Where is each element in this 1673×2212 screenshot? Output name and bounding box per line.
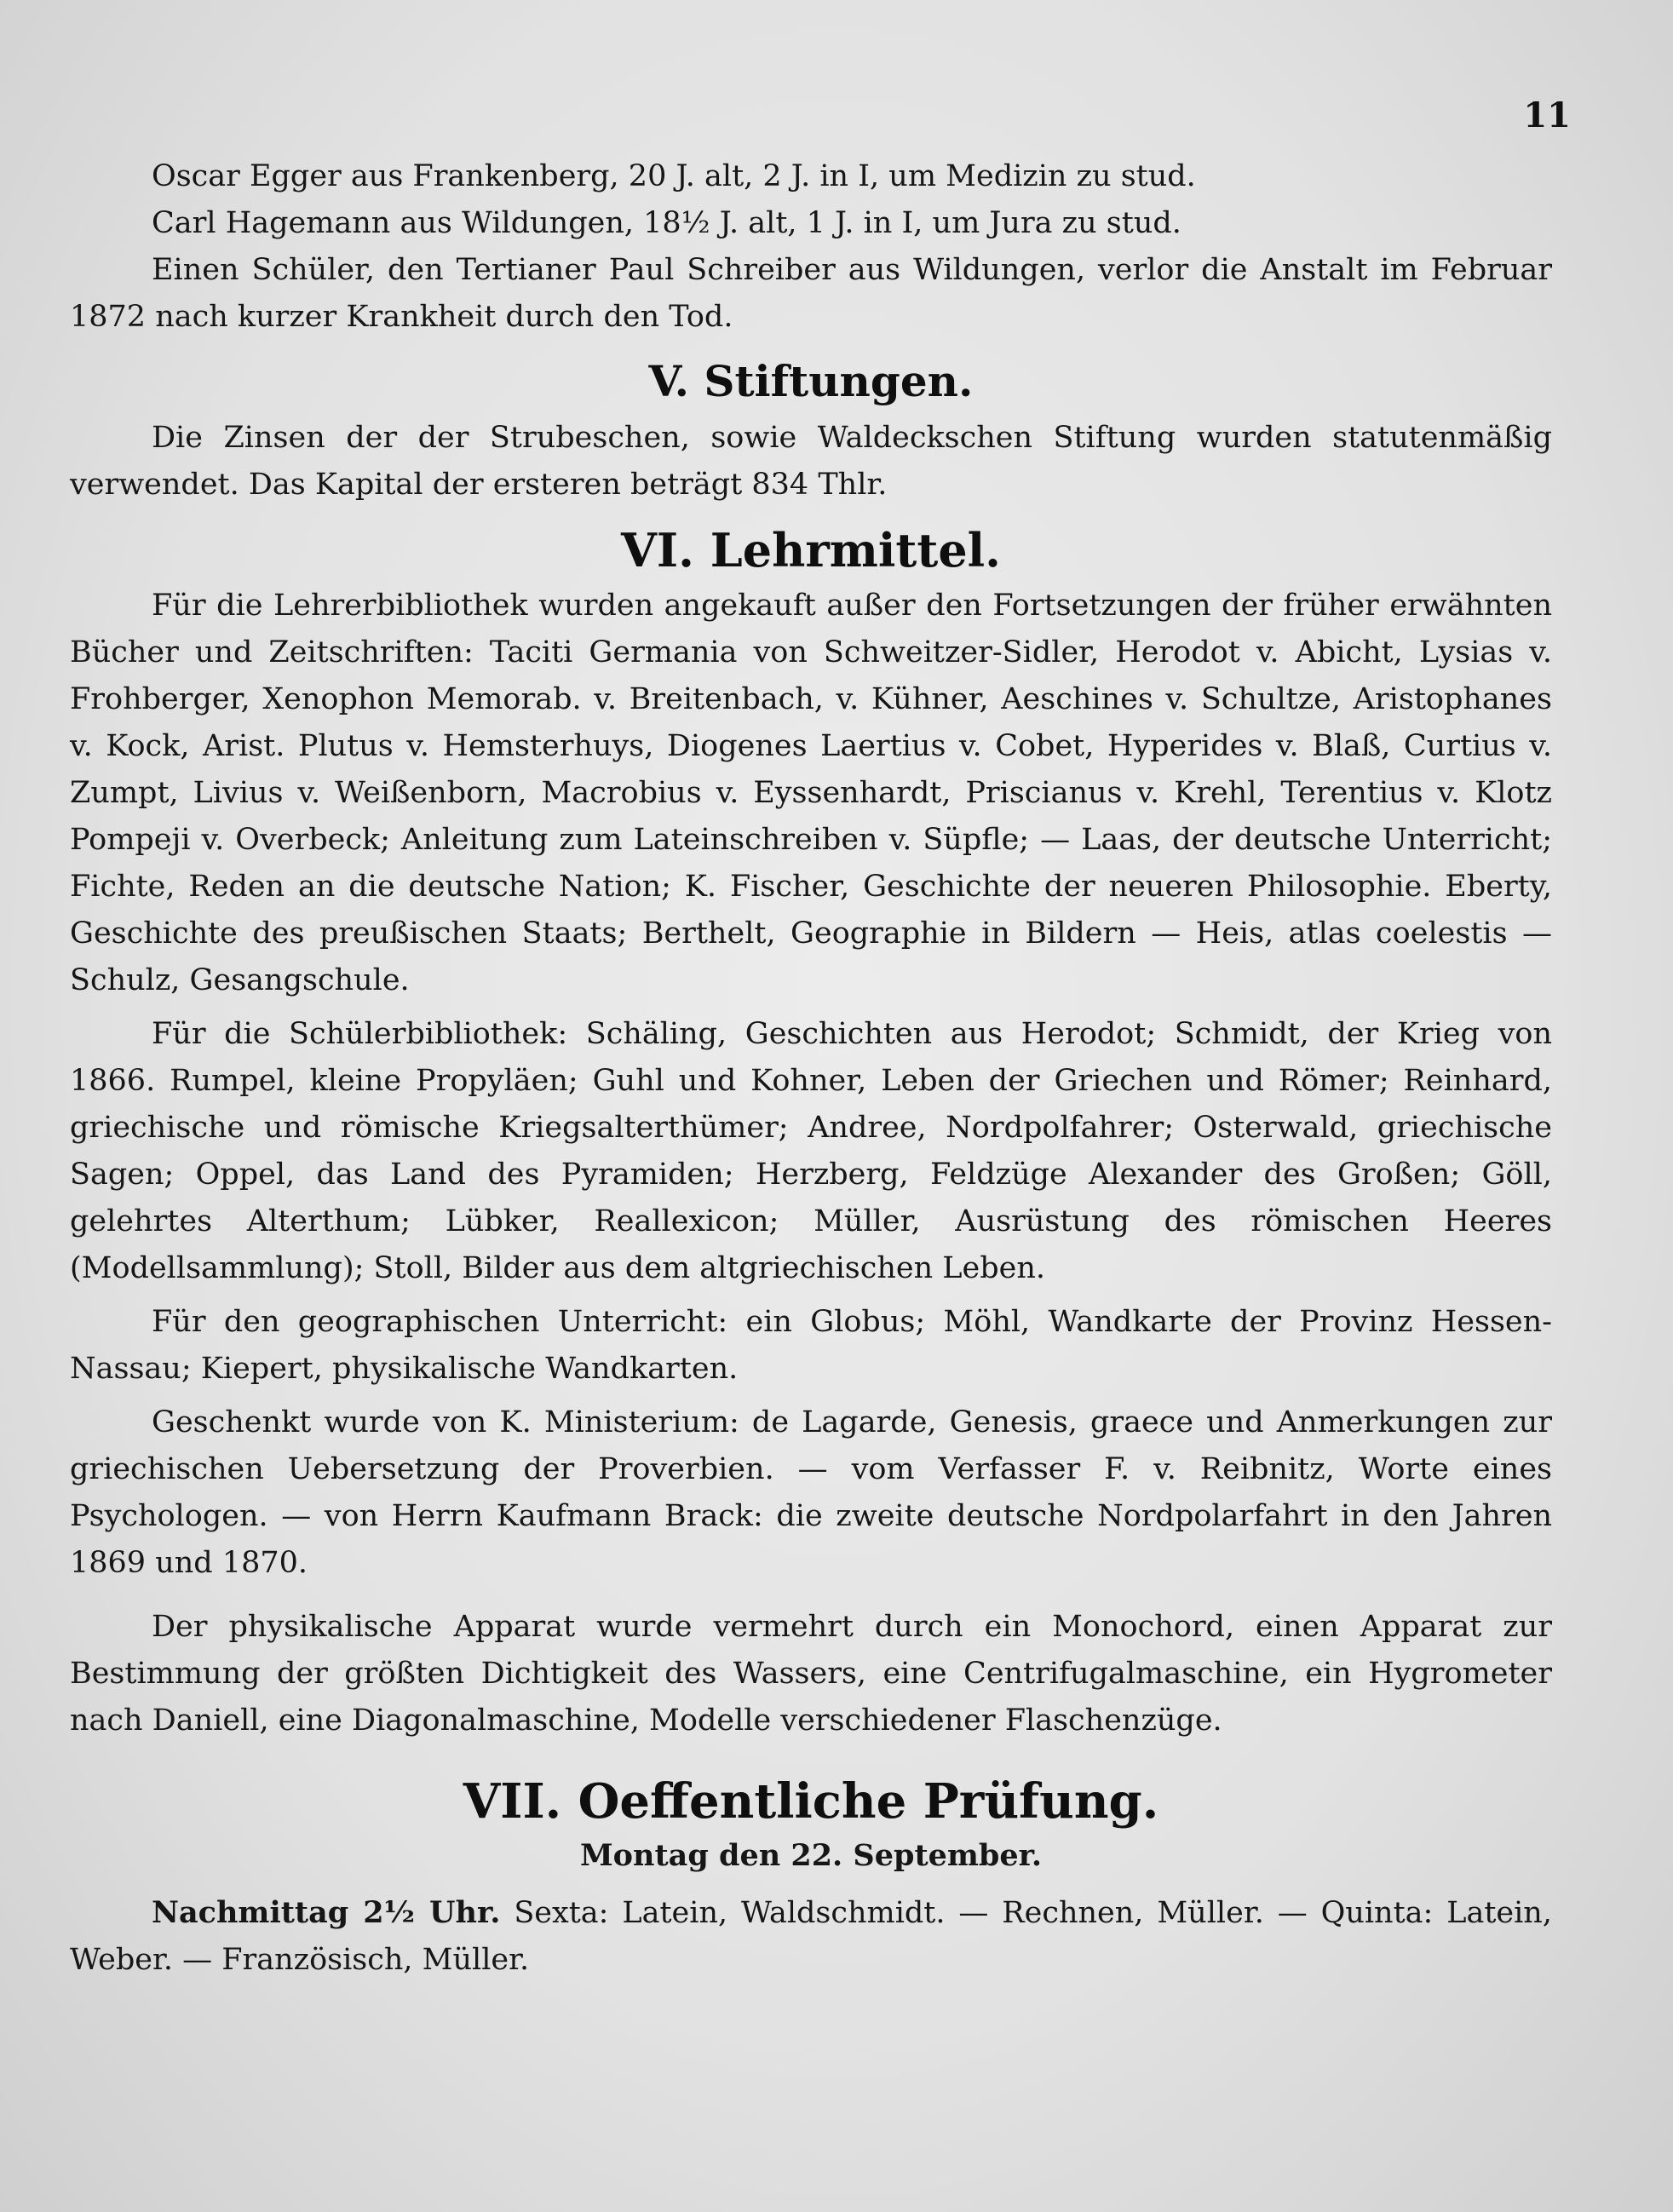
schedule-lead: Nachmittag 2½ Uhr. [152, 1895, 501, 1930]
page-number: 11 [1523, 95, 1571, 135]
exam-date: Montag den 22. September. [579, 1838, 1043, 1873]
teacher-library-paragraph: Für die Lehrerbibliothek wurden angekauft außer den Fortsetzungen der früher erwähnten Bücher und Zeitschriften: Taciti Germania von Schweitzer-Sidler, Herodot v. Abicht, Lysias v. Frohberger, Xenophon Memorab. v. Breitenbach, v. Kühner, Aeschines v. Schultze, Aristophanes v. Kock, Arist. Plutus v. Hemsterhuys, Diogenes Laertius v. Cobet, Hyperides v. Blaß, Curtius v. Zumpt, Livius v. Weißenborn, Macrobius v. Eyssenhardt, Priscianus v. Krehl, Terentius v. Klotz Pompeji v. Overbeck; Anleitung zum Lateinschreiben v. Süpfle; — Laas, der deutsche Unterricht; Fichte, Reden an die deutsche Nation; K. Fischer, Geschichte der neueren Philosophie. Eberty, Geschichte des preußischen Staats; Berthelt, Geographie in Bildern — Heis, atlas coelestis — Schulz, Gesangschule. [70, 589, 1552, 997]
section-v-text: Die Zinsen der der Strubeschen, sowie Waldeckschen Stiftung wurden statutenmäßig verwendet. Das Kapital der ersteren beträgt 834 Thlr. [70, 421, 1552, 502]
abiturient-entry: Carl Hagemann aus Wildungen, 18½ J. alt, 1 J. in I, um Jura zu stud. [152, 206, 1181, 240]
student-library-paragraph: Für die Schülerbibliothek: Schäling, Geschichten aus Herodot; Schmidt, der Krieg von 1866. Rumpel, kleine Propyläen; Guhl und Kohner, Leben der Griechen und Römer; Reinhard, griechische und römische Kriegsalterthümer; Andree, Nordpolfahrer; Osterwald, griechische Sagen; Oppel, das Land des Pyramiden; Herzberg, Feldzüge Alexander des Großen; Göll, gelehrtes Alterthum; Lübker, Reallexicon; Müller, Ausrüstung des römischen Heeres (Modellsammlung); Stoll, Bilder aus dem altgriechischen Leben. [70, 1017, 1552, 1285]
physics-apparatus-paragraph: Der physikalische Apparat wurde vermehrt durch ein Monochord, einen Apparat zur Bestimmung der größten Dichtigkeit des Wassers, eine Centrifugalmaschine, ein Hygrometer nach Daniell, eine Diagonalmaschine, Modelle verschiedener Flaschenzüge. [70, 1610, 1552, 1738]
section-v-title: V. Stiftungen. [648, 356, 974, 406]
exam-schedule [70, 1889, 1552, 1984]
page-content [70, 153, 1552, 1984]
abiturient-entry: Oscar Egger aus Frankenberg, 20 J. alt, 2 J. in I, um Medizin zu stud. [152, 159, 1196, 193]
death-note: Einen Schüler, den Tertianer Paul Schreiber aus Wildungen, verlor die Anstalt im Februar 1872 nach kurzer Krankheit durch den Tod. [70, 253, 1552, 334]
section-vii-title: VII. Oeffentliche Prüfung. [463, 1773, 1159, 1830]
donations-paragraph: Geschenkt wurde von K. Ministerium: de Lagarde, Genesis, graece und Anmerkungen zur griechischen Uebersetzung der Proverbien. — vom Verfasser F. v. Reibnitz, Worte eines Psychologen. — von Herrn Kaufmann Brack: die zweite deutsche Nordpolarfahrt in den Jahren 1869 und 1870. [70, 1405, 1552, 1580]
geography-paragraph: Für den geographischen Unterricht: ein Globus; Möhl, Wandkarte der Provinz Hessen-Nassau; Kiepert, physikalische Wandkarten. [70, 1305, 1552, 1386]
section-vi-title: VI. Lehrmittel. [620, 523, 1001, 577]
schedule-text: Sexta: Latein, Waldschmidt. — Rechnen, Müller. — Quinta: Latein, Weber. — Französisch, Müller. [70, 1896, 1552, 1977]
